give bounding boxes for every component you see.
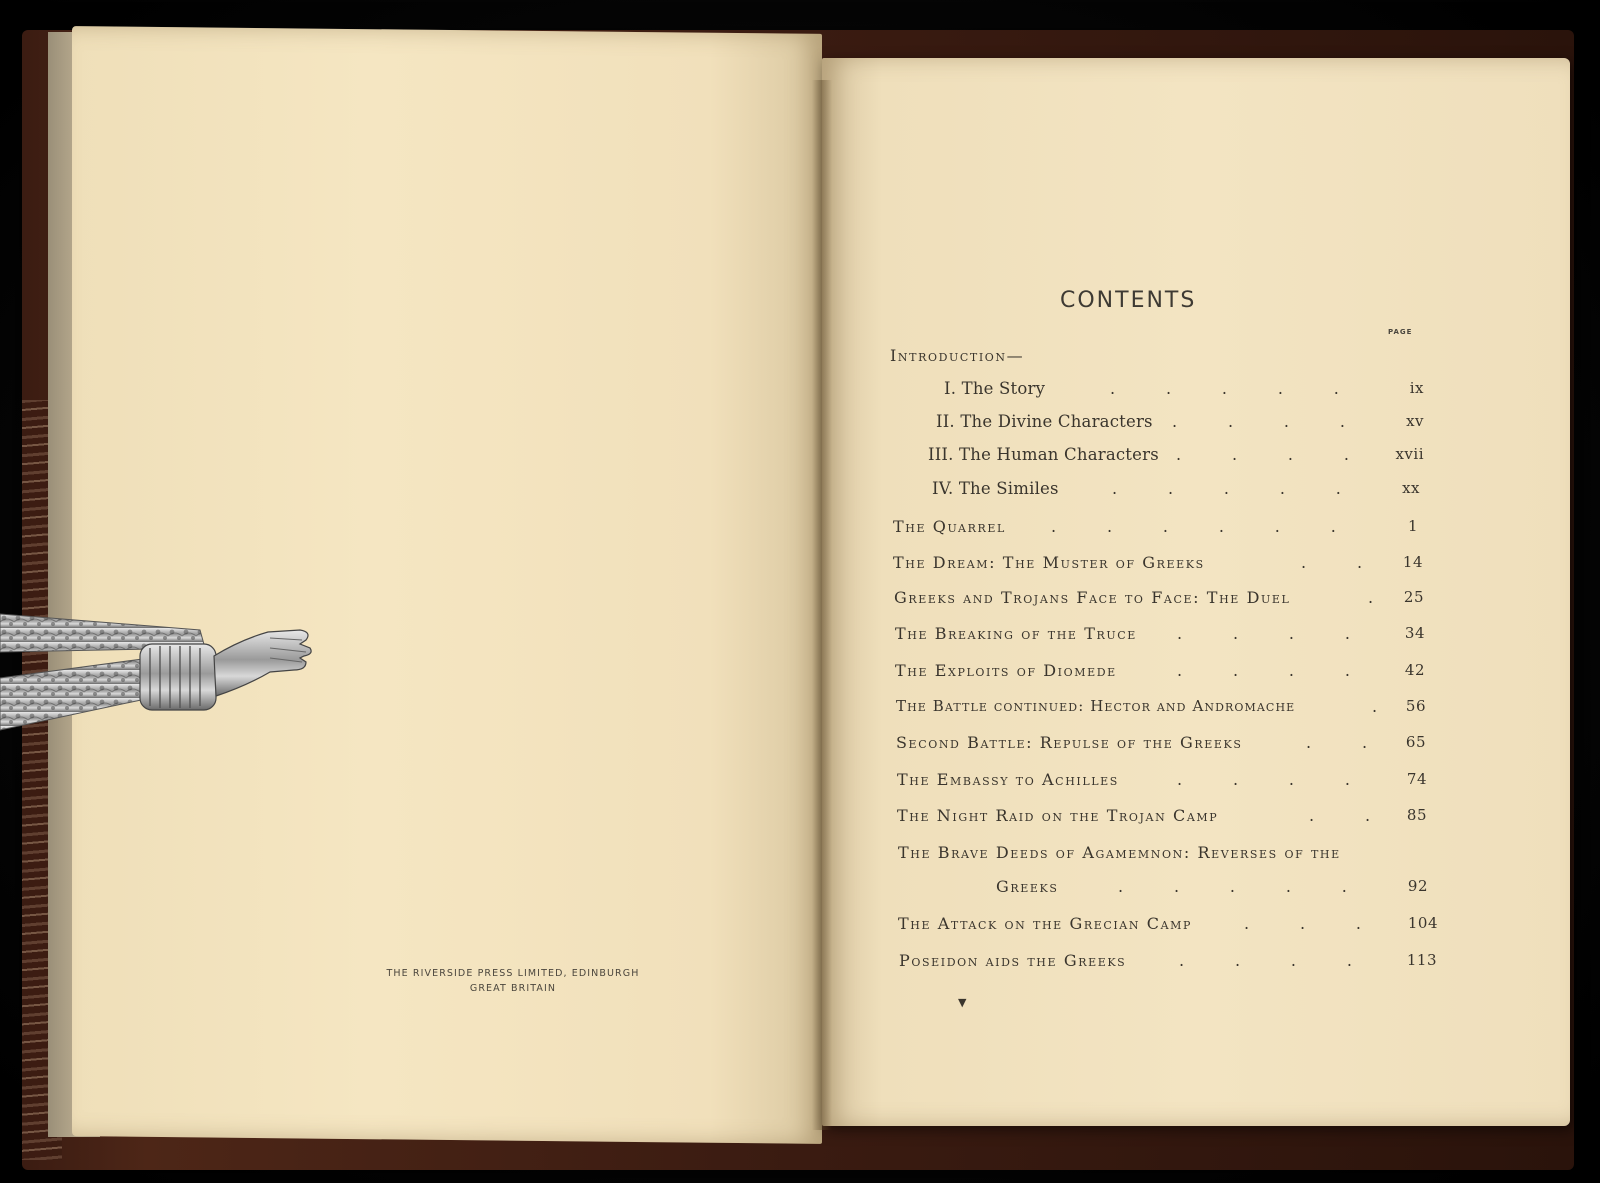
leader-dots: . . . . . <box>1112 479 1341 498</box>
toc-page-number: 42 <box>1404 661 1425 679</box>
toc-title: Greeks and Trojans Face to Face: The Duel <box>894 588 1291 607</box>
toc-page-number: 92 <box>1407 877 1428 895</box>
leader-dots: . . . . <box>1177 661 1350 680</box>
toc-page-number: xv <box>1406 412 1424 430</box>
toc-page-number: xvii <box>1395 445 1424 463</box>
toc-title: The Night Raid on the Trojan Camp <box>897 806 1219 825</box>
page-column-label: PAGE <box>1388 328 1413 336</box>
toc-page-number: ix <box>1409 379 1424 397</box>
toc-title: Second Battle: Repulse of the Greeks <box>896 733 1243 752</box>
toc-title: The Battle continued: Hector and Andromache <box>896 697 1296 715</box>
toc-title: The Attack on the Grecian Camp <box>898 914 1193 933</box>
clip-cuff <box>140 644 216 710</box>
toc-title: III. The Human Characters <box>928 445 1159 464</box>
imprint-line-2: GREAT BRITAIN <box>469 983 557 994</box>
leader-dots: . . . . <box>1176 445 1349 464</box>
leader-dots: . . . . <box>1177 770 1350 789</box>
contents-heading: CONTENTS <box>1060 288 1197 313</box>
printer-imprint <box>358 966 668 996</box>
toc-page-number: 56 <box>1405 697 1426 715</box>
leader-dots: . . <box>1301 553 1363 572</box>
toc-title: The Embassy to Achilles <box>897 770 1119 789</box>
toc-title: II. The Divine Characters <box>936 412 1153 431</box>
silver-page-holder <box>0 600 330 760</box>
toc-page-number: 14 <box>1402 553 1423 571</box>
toc-title: The Brave Deeds of Agamemnon: Reverses of the <box>898 843 1341 862</box>
toc-title: Greeks <box>996 877 1059 896</box>
leader-dots: . . <box>1309 806 1371 825</box>
toc-page-number: 25 <box>1403 588 1424 606</box>
clip-lower-arm <box>0 658 160 730</box>
toc-page-number: 104 <box>1407 914 1438 932</box>
leader-dots: . . . . <box>1177 624 1350 643</box>
leader-dots: . . <box>1306 733 1368 752</box>
toc-title: Introduction— <box>890 346 1025 365</box>
toc-title: Poseidon aids the Greeks <box>899 951 1127 970</box>
toc-title: The Breaking of the Truce <box>895 624 1137 643</box>
toc-title: The Exploits of Diomede <box>895 661 1117 680</box>
toc-title: The Quarrel <box>893 517 1006 536</box>
toc-title: IV. The Similes <box>932 479 1059 498</box>
toc-page-number: 113 <box>1406 951 1437 969</box>
toc-page-number: 85 <box>1406 806 1427 824</box>
leader-dots: . <box>1368 588 1374 607</box>
leader-dots: . . . <box>1244 914 1361 933</box>
leader-dots: . . . . <box>1179 951 1352 970</box>
toc-page-number: 65 <box>1405 733 1426 751</box>
imprint-line-1: THE RIVERSIDE PRESS LIMITED, EDINBURGH <box>386 968 640 979</box>
leader-dots: . . . . . . <box>1051 517 1336 536</box>
leader-dots: . . . . . <box>1118 877 1347 896</box>
toc-page-number: 74 <box>1406 770 1427 788</box>
toc-title: The Dream: The Muster of Greeks <box>893 553 1205 572</box>
book-gutter <box>812 80 832 1130</box>
signature-mark: ▼ <box>958 996 967 1009</box>
toc-page-number: xx <box>1402 479 1420 497</box>
leader-dots: . . . . <box>1172 412 1345 431</box>
leader-dots: . . . . . <box>1110 379 1339 398</box>
toc-page-number: 1 <box>1407 517 1418 535</box>
toc-title: I. The Story <box>944 379 1046 398</box>
toc-page-number: 34 <box>1404 624 1425 642</box>
leader-dots: . <box>1372 697 1378 716</box>
